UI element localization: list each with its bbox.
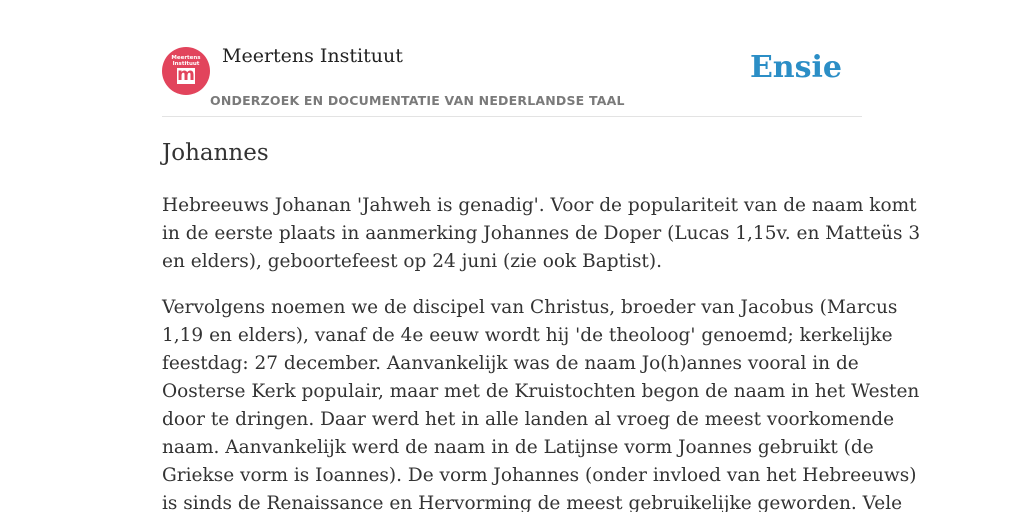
site-header bbox=[162, 0, 862, 117]
meertens-logo[interactable] bbox=[162, 47, 210, 95]
paragraph-line: Oosterse Kerk populair, maar met de Kruistochten begon de naam in het Westen bbox=[162, 381, 920, 402]
page-title: Johannes bbox=[162, 140, 269, 166]
paragraph-line: 1,19 en elders), vanaf de 4e eeuw wordt hij 'de theoloog' genoemd; kerkelijke bbox=[162, 325, 893, 346]
logo-text-line1: Meertens bbox=[171, 55, 201, 61]
ensie-brand-link[interactable]: Ensie bbox=[749, 50, 842, 85]
logo-letter: m bbox=[177, 65, 195, 85]
paragraph-1 bbox=[162, 192, 921, 276]
paragraph-line: Vervolgens noemen we de discipel van Christus, broeder van Jacobus (Marcus bbox=[162, 297, 898, 318]
paragraph-line: en elders), geboortefeest op 24 juni (zie ook Baptist). bbox=[162, 251, 662, 272]
org-name[interactable]: Meertens Instituut bbox=[222, 45, 403, 67]
paragraph-line: door te dringen. Daar werd het in alle landen al vroeg de meest voorkomende bbox=[162, 409, 895, 430]
paragraph-2 bbox=[162, 294, 920, 512]
article-body bbox=[162, 192, 921, 512]
paragraph-line: Griekse vorm is Ioannes). De vorm Johannes (onder invloed van het Hebreeuws) bbox=[162, 465, 917, 486]
paragraph-line: feestdag: 27 december. Aanvankelijk was de naam Jo(h)annes vooral in de bbox=[162, 353, 859, 374]
paragraph-line: Hebreeuws Johanan 'Jahweh is genadig'. Voor de populariteit van de naam komt bbox=[162, 195, 917, 216]
paragraph-line: naam. Aanvankelijk werd de naam in de Latijnse vorm Joannes gebruikt (de bbox=[162, 437, 874, 458]
tagline: ONDERZOEK EN DOCUMENTATIE VAN NEDERLANDSE TAAL bbox=[210, 93, 625, 108]
logo-text-line2: Instituut bbox=[172, 61, 200, 67]
paragraph-line: is sinds de Renaissance en Hervorming de meest gebruikelijke geworden. Vele bbox=[162, 493, 903, 512]
paragraph-line: in de eerste plaats in aanmerking Johannes de Doper (Lucas 1,15v. en Matteüs 3 bbox=[162, 223, 921, 244]
